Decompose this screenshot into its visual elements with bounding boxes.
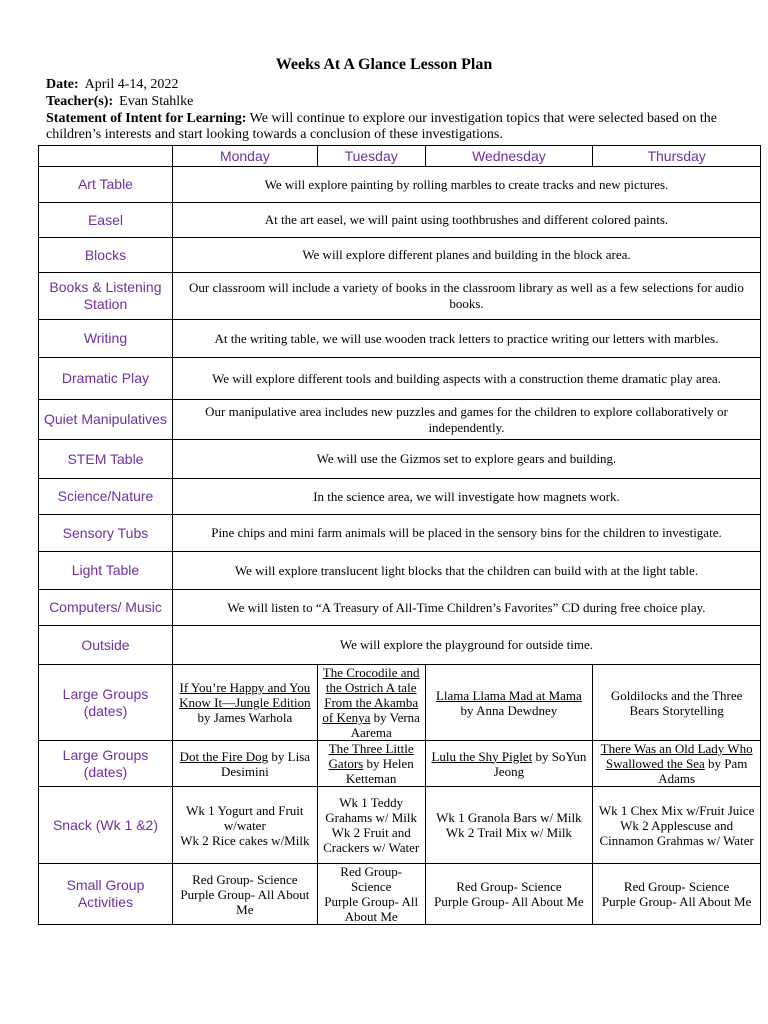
large-groups-row-2	[39, 741, 761, 787]
date-label: Date:	[46, 77, 79, 92]
snack-cell-monday	[172, 787, 317, 864]
book-title: The Crocodile and the Ostrich A tale From the Akamba of Kenya	[322, 665, 420, 725]
book-author: by Helen Ketteman	[345, 756, 414, 786]
large-groups-label: Large Groups (dates)	[39, 741, 173, 787]
snack-week-1: Wk 1 Yogurt and Fruit w/water	[186, 802, 304, 833]
activity-text: Goldilocks and the Three Bears Storytelling	[610, 687, 743, 718]
activity-row	[39, 203, 761, 238]
day-header-row	[39, 146, 761, 167]
large-groups-label: Large Groups (dates)	[39, 665, 173, 741]
book-author: by SoYun Jeong	[493, 748, 587, 779]
activity-label: STEM Table	[39, 440, 173, 479]
book-author: by Pam Adams	[658, 756, 748, 786]
activity-label: Writing	[39, 320, 173, 358]
activity-row	[39, 167, 761, 203]
book-cell-wednesday	[425, 741, 593, 787]
activity-label: Blocks	[39, 238, 173, 273]
intent-text: We will continue to explore our investigation topics that were selected based on the children’s interests and start looking towards a conclusion of these investigations.	[46, 111, 717, 142]
day-header-thursday: Thursday	[593, 146, 761, 167]
activity-description: Our classroom will include a variety of books in the classroom library as well as a few selections for audio books.	[172, 273, 760, 320]
activity-description: At the art easel, we will paint using toothbrushes and different colored paints.	[172, 203, 760, 238]
activity-description: We will explore different planes and building in the block area.	[172, 238, 760, 273]
snack-week-1: Wk 1 Granola Bars w/ Milk	[436, 810, 582, 825]
activity-row	[39, 400, 761, 440]
activity-row	[39, 626, 761, 665]
book-cell-tuesday	[317, 741, 425, 787]
activity-label: Books & Listening Station	[39, 273, 173, 320]
snack-row	[39, 787, 761, 864]
lesson-plan-table	[38, 145, 761, 925]
book-title: There Was an Old Lady Who Swallowed the Sea	[600, 741, 753, 771]
small-group-label: Small Group Activities	[39, 864, 173, 925]
book-cell-wednesday	[425, 665, 593, 741]
activity-label: Sensory Tubs	[39, 515, 173, 552]
snack-week-1: Wk 1 Teddy Grahams w/ Milk	[325, 795, 418, 825]
activity-description: We will explore translucent light blocks that the children can build with at the light table.	[172, 552, 760, 590]
activity-row	[39, 238, 761, 273]
activity-description: In the science area, we will investigate how magnets work.	[172, 479, 760, 515]
activity-label: Computers/ Music	[39, 590, 173, 626]
snack-label: Snack (Wk 1 &2)	[39, 787, 173, 864]
small-group-cell-wednesday	[425, 864, 593, 925]
small-group-cell-tuesday	[317, 864, 425, 925]
small-group-row	[39, 864, 761, 925]
small-group-cell-monday	[172, 864, 317, 925]
activity-description: Our manipulative area includes new puzzles and games for the children to explore collaboratively or independently.	[172, 400, 760, 440]
book-author: by Anna Dewdney	[460, 702, 558, 718]
activity-description: At the writing table, we will use wooden track letters to practice writing our letters with marbles.	[172, 320, 760, 358]
activity-label: Quiet Manipulatives	[39, 400, 173, 440]
activity-row	[39, 358, 761, 400]
purple-group-activity: Purple Group- All About Me	[324, 894, 419, 924]
day-header-tuesday: Tuesday	[317, 146, 425, 167]
activity-description: We will explore painting by rolling marbles to create tracks and new pictures.	[172, 167, 760, 203]
red-group-activity: Red Group- Science	[456, 879, 562, 894]
book-author: by James Warhola	[197, 710, 293, 725]
activity-description: We will use the Gizmos set to explore gears and building.	[172, 440, 760, 479]
corner-cell	[39, 146, 173, 167]
activity-row	[39, 515, 761, 552]
snack-cell-thursday	[593, 787, 761, 864]
activity-label: Outside	[39, 626, 173, 665]
snack-cell-wednesday	[425, 787, 593, 864]
book-title: Lulu the Shy Piglet	[431, 748, 533, 764]
book-cell-thursday	[593, 741, 761, 787]
snack-week-2: Wk 2 Fruit and Crackers w/ Water	[323, 825, 420, 855]
purple-group-activity: Purple Group- All About Me	[434, 894, 584, 909]
activity-row	[39, 479, 761, 515]
activity-label: Science/Nature	[39, 479, 173, 515]
activity-description: We will explore the playground for outside time.	[172, 626, 760, 665]
book-title: The Three Little Gators	[328, 741, 414, 771]
intent-label: Statement of Intent for Learning:	[46, 111, 247, 126]
teacher-line	[46, 94, 746, 110]
snack-week-2: Wk 2 Trail Mix w/ Milk	[445, 825, 572, 840]
activity-label: Art Table	[39, 167, 173, 203]
activity-description: We will explore different tools and building aspects with a construction theme dramatic play area.	[172, 358, 760, 400]
activity-label: Light Table	[39, 552, 173, 590]
book-title: Dot the Fire Dog	[179, 748, 269, 764]
book-title: Llama Llama Mad at Mama	[435, 687, 582, 703]
snack-week-2: Wk 2 Rice cakes w/Milk	[180, 832, 310, 848]
date-line	[46, 77, 746, 93]
book-title: If You’re Happy and You Know It—Jungle Edition	[179, 680, 311, 710]
purple-group-activity: Purple Group- All About Me	[601, 894, 752, 909]
activity-row	[39, 552, 761, 590]
activity-row	[39, 320, 761, 358]
activity-description: Pine chips and mini farm animals will be placed in the sensory bins for the children to investigate.	[172, 515, 760, 552]
day-header-monday: Monday	[172, 146, 317, 167]
red-group-activity: Red Group- Science	[623, 879, 730, 894]
activity-label: Dramatic Play	[39, 358, 173, 400]
date-value: April 4-14, 2022	[84, 77, 179, 92]
activity-label: Easel	[39, 203, 173, 238]
activity-row	[39, 440, 761, 479]
book-author: by Verna Aarema	[350, 710, 420, 740]
activity-description: We will listen to “A Treasury of All-Time Children’s Favorites” CD during free choice play.	[172, 590, 760, 626]
teacher-value: Evan Stahlke	[119, 94, 194, 109]
purple-group-activity: Purple Group- All About Me	[180, 886, 310, 917]
teacher-label: Teacher(s):	[46, 94, 114, 109]
activity-row	[39, 273, 761, 320]
book-cell-monday	[172, 741, 317, 787]
red-group-activity: Red Group- Science	[192, 871, 298, 887]
book-cell-thursday	[593, 665, 761, 741]
day-header-wednesday: Wednesday	[425, 146, 593, 167]
snack-week-1: Wk 1 Chex Mix w/Fruit Juice	[598, 802, 755, 818]
small-group-cell-thursday	[593, 864, 761, 925]
snack-cell-tuesday	[317, 787, 425, 864]
book-cell-tuesday	[317, 665, 425, 741]
snack-week-2: Wk 2 Applescuse and Cinnamon Grahmas w/ Water	[599, 817, 754, 848]
book-cell-monday	[172, 665, 317, 741]
large-groups-row-1	[39, 665, 761, 741]
intent-statement	[46, 111, 746, 143]
red-group-activity: Red Group- Science	[340, 864, 403, 894]
activity-row	[39, 590, 761, 626]
book-author: by Lisa Desimini	[221, 748, 311, 779]
page-title: Weeks At A Glance Lesson Plan	[275, 56, 493, 73]
